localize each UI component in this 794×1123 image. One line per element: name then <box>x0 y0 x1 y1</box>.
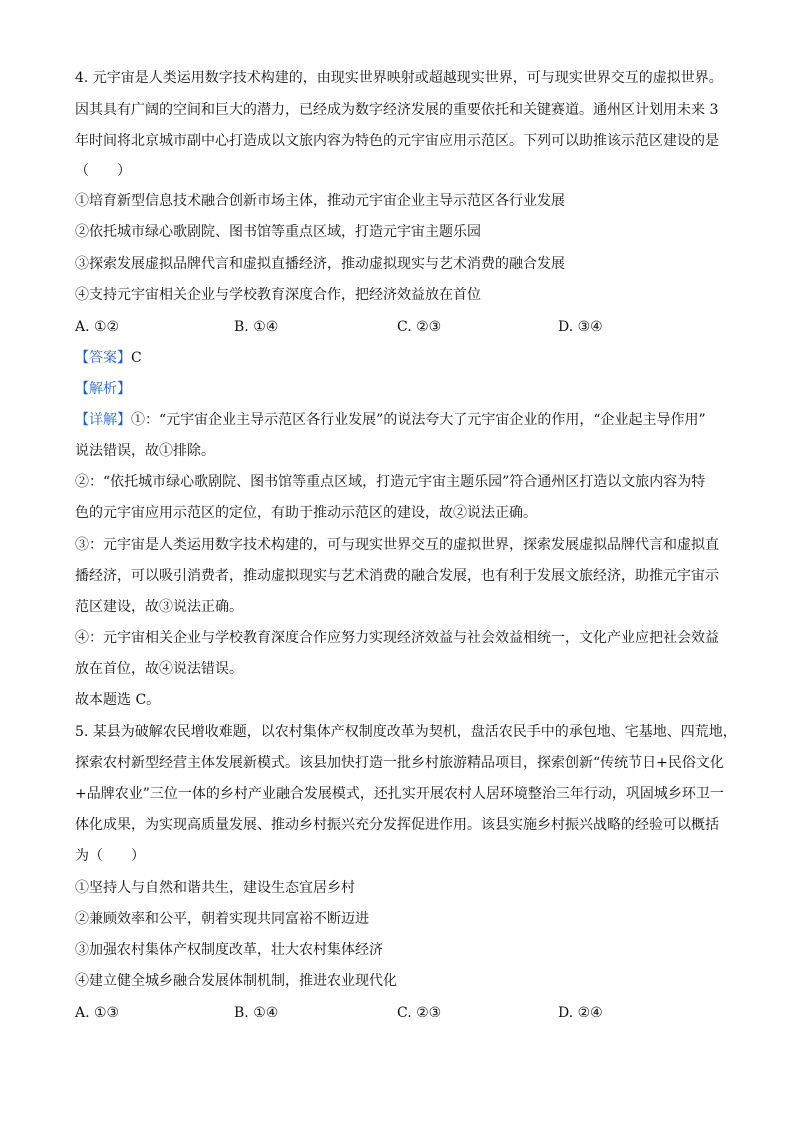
q5-option-b: B. ①④ <box>234 1005 279 1021</box>
analysis-tag: 【解析】 <box>75 381 131 397</box>
q4-option-b: B. ①④ <box>234 319 279 335</box>
q4-item-2: ②依托城市绿心歌剧院、图书馆等重点区域，打造元宇宙主题乐园 <box>75 224 481 240</box>
q4-explanation-line: 说法错误，故①排除。 <box>75 443 215 459</box>
answer-tag: 【答案】 <box>75 350 131 366</box>
q4-stem-line: 年时间将北京城市副中心打造成以文旅内容为特色的元宇宙应用示范区。下列可以助推该示范区建设的是 <box>75 133 719 149</box>
q5-option-d: D. ②④ <box>558 1005 603 1021</box>
answer-value: C <box>131 350 142 366</box>
q5-option-c: C. ②③ <box>397 1005 442 1021</box>
q4-explanation-line: ④：元宇宙相关企业与学校教育深度合作应努力实现经济效益与社会效益相统一，文化产业应把社会效益 <box>75 630 719 646</box>
detail-tag: 【详解】 <box>75 412 131 428</box>
q5-option-a: A. ①③ <box>75 1005 120 1021</box>
q4-option-c: C. ②③ <box>397 319 442 335</box>
q4-explanation-line: ②：“依托城市绿心歌剧院、图书馆等重点区域，打造元宇宙主题乐园”符合通州区打造以文旅内容为特 <box>75 474 706 490</box>
q4-explanation-line <box>75 410 706 430</box>
q5-item-4: ④建立健全城乡融合发展体制机制，推进农业现代化 <box>75 973 397 989</box>
q4-option-d: D. ③④ <box>558 319 603 335</box>
q4-explanation-line: 播经济，可以吸引消费者，推动虚拟现实与艺术消费的融合发展，也有利于发展文旅经济，助推元宇宙示 <box>75 568 719 584</box>
q4-item-1: ①培育新型信息技术融合创新市场主体，推动元宇宙企业主导示范区各行业发展 <box>75 193 565 209</box>
q4-answer <box>75 348 142 368</box>
q4-analysis-heading <box>75 379 131 399</box>
q5-item-1: ①坚持人与自然和谐共生，建设生态宜居乡村 <box>75 880 355 896</box>
explanation-text: ①：“元宇宙企业主导示范区各行业发展”的说法夸大了元宇宙企业的作用，“企业起主导作用” <box>131 412 706 428</box>
q4-item-4: ④支持元宇宙相关企业与学校教育深度合作，把经济效益放在首位 <box>75 287 481 303</box>
q4-option-a: A. ①② <box>75 319 120 335</box>
q4-explanation-line: 色的元宇宙应用示范区的定位，有助于推动示范区的建设，故②说法正确。 <box>75 505 537 521</box>
q4-explanation-line: ③：元宇宙是人类运用数字技术构建的，可与现实世界交互的虚拟世界，探索发展虚拟品牌代言和虚拟直 <box>75 537 719 553</box>
q5-stem-line: 体化成果，为实现高质量发展、推动乡村振兴充分发挥促进作用。该县实施乡村振兴战略的经验可以概括 <box>75 817 719 833</box>
q5-stem-line: 5. 某县为破解农民增收难题，以农村集体产权制度改革为契机，盘活农民手中的承包地、宅基地、四荒地， <box>75 724 737 740</box>
q5-stem-line: +品牌农业”三位一体的乡村产业融合发展模式，还扎实开展农村人居环境整治三年行动，巩固城乡环卫一 <box>75 786 724 802</box>
q5-item-2: ②兼顾效率和公平，朝着实现共同富裕不断迈进 <box>75 911 369 927</box>
q5-stem-line: 为（ ） <box>75 848 145 864</box>
q4-stem-line: （ ） <box>75 163 131 179</box>
q4-explanation-line: 放在首位，故④说法错误。 <box>75 661 243 677</box>
q4-stem-line: 因其具有广阔的空间和巨大的潜力，已经成为数字经济发展的重要依托和关键赛道。通州区计划用未来 3 <box>75 102 719 118</box>
q4-item-3: ③探索发展虚拟品牌代言和虚拟直播经济，推动虚拟现实与艺术消费的融合发展 <box>75 256 565 272</box>
q4-stem-line: 4. 元宇宙是人类运用数字技术构建的，由现实世界映射或超越现实世界，可与现实世界交互的虚拟世界。 <box>75 70 723 86</box>
q5-stem-line: 探索农村新型经营主体发展新模式。该县加快打造一批乡村旅游精品项目，探索创新“传统节日+民俗文化 <box>75 755 724 771</box>
q4-explanation-line: 故本题选 C。 <box>75 692 161 708</box>
q5-item-3: ③加强农村集体产权制度改革，壮大农村集体经济 <box>75 942 383 958</box>
q4-explanation-line: 范区建设，故③说法正确。 <box>75 599 243 615</box>
